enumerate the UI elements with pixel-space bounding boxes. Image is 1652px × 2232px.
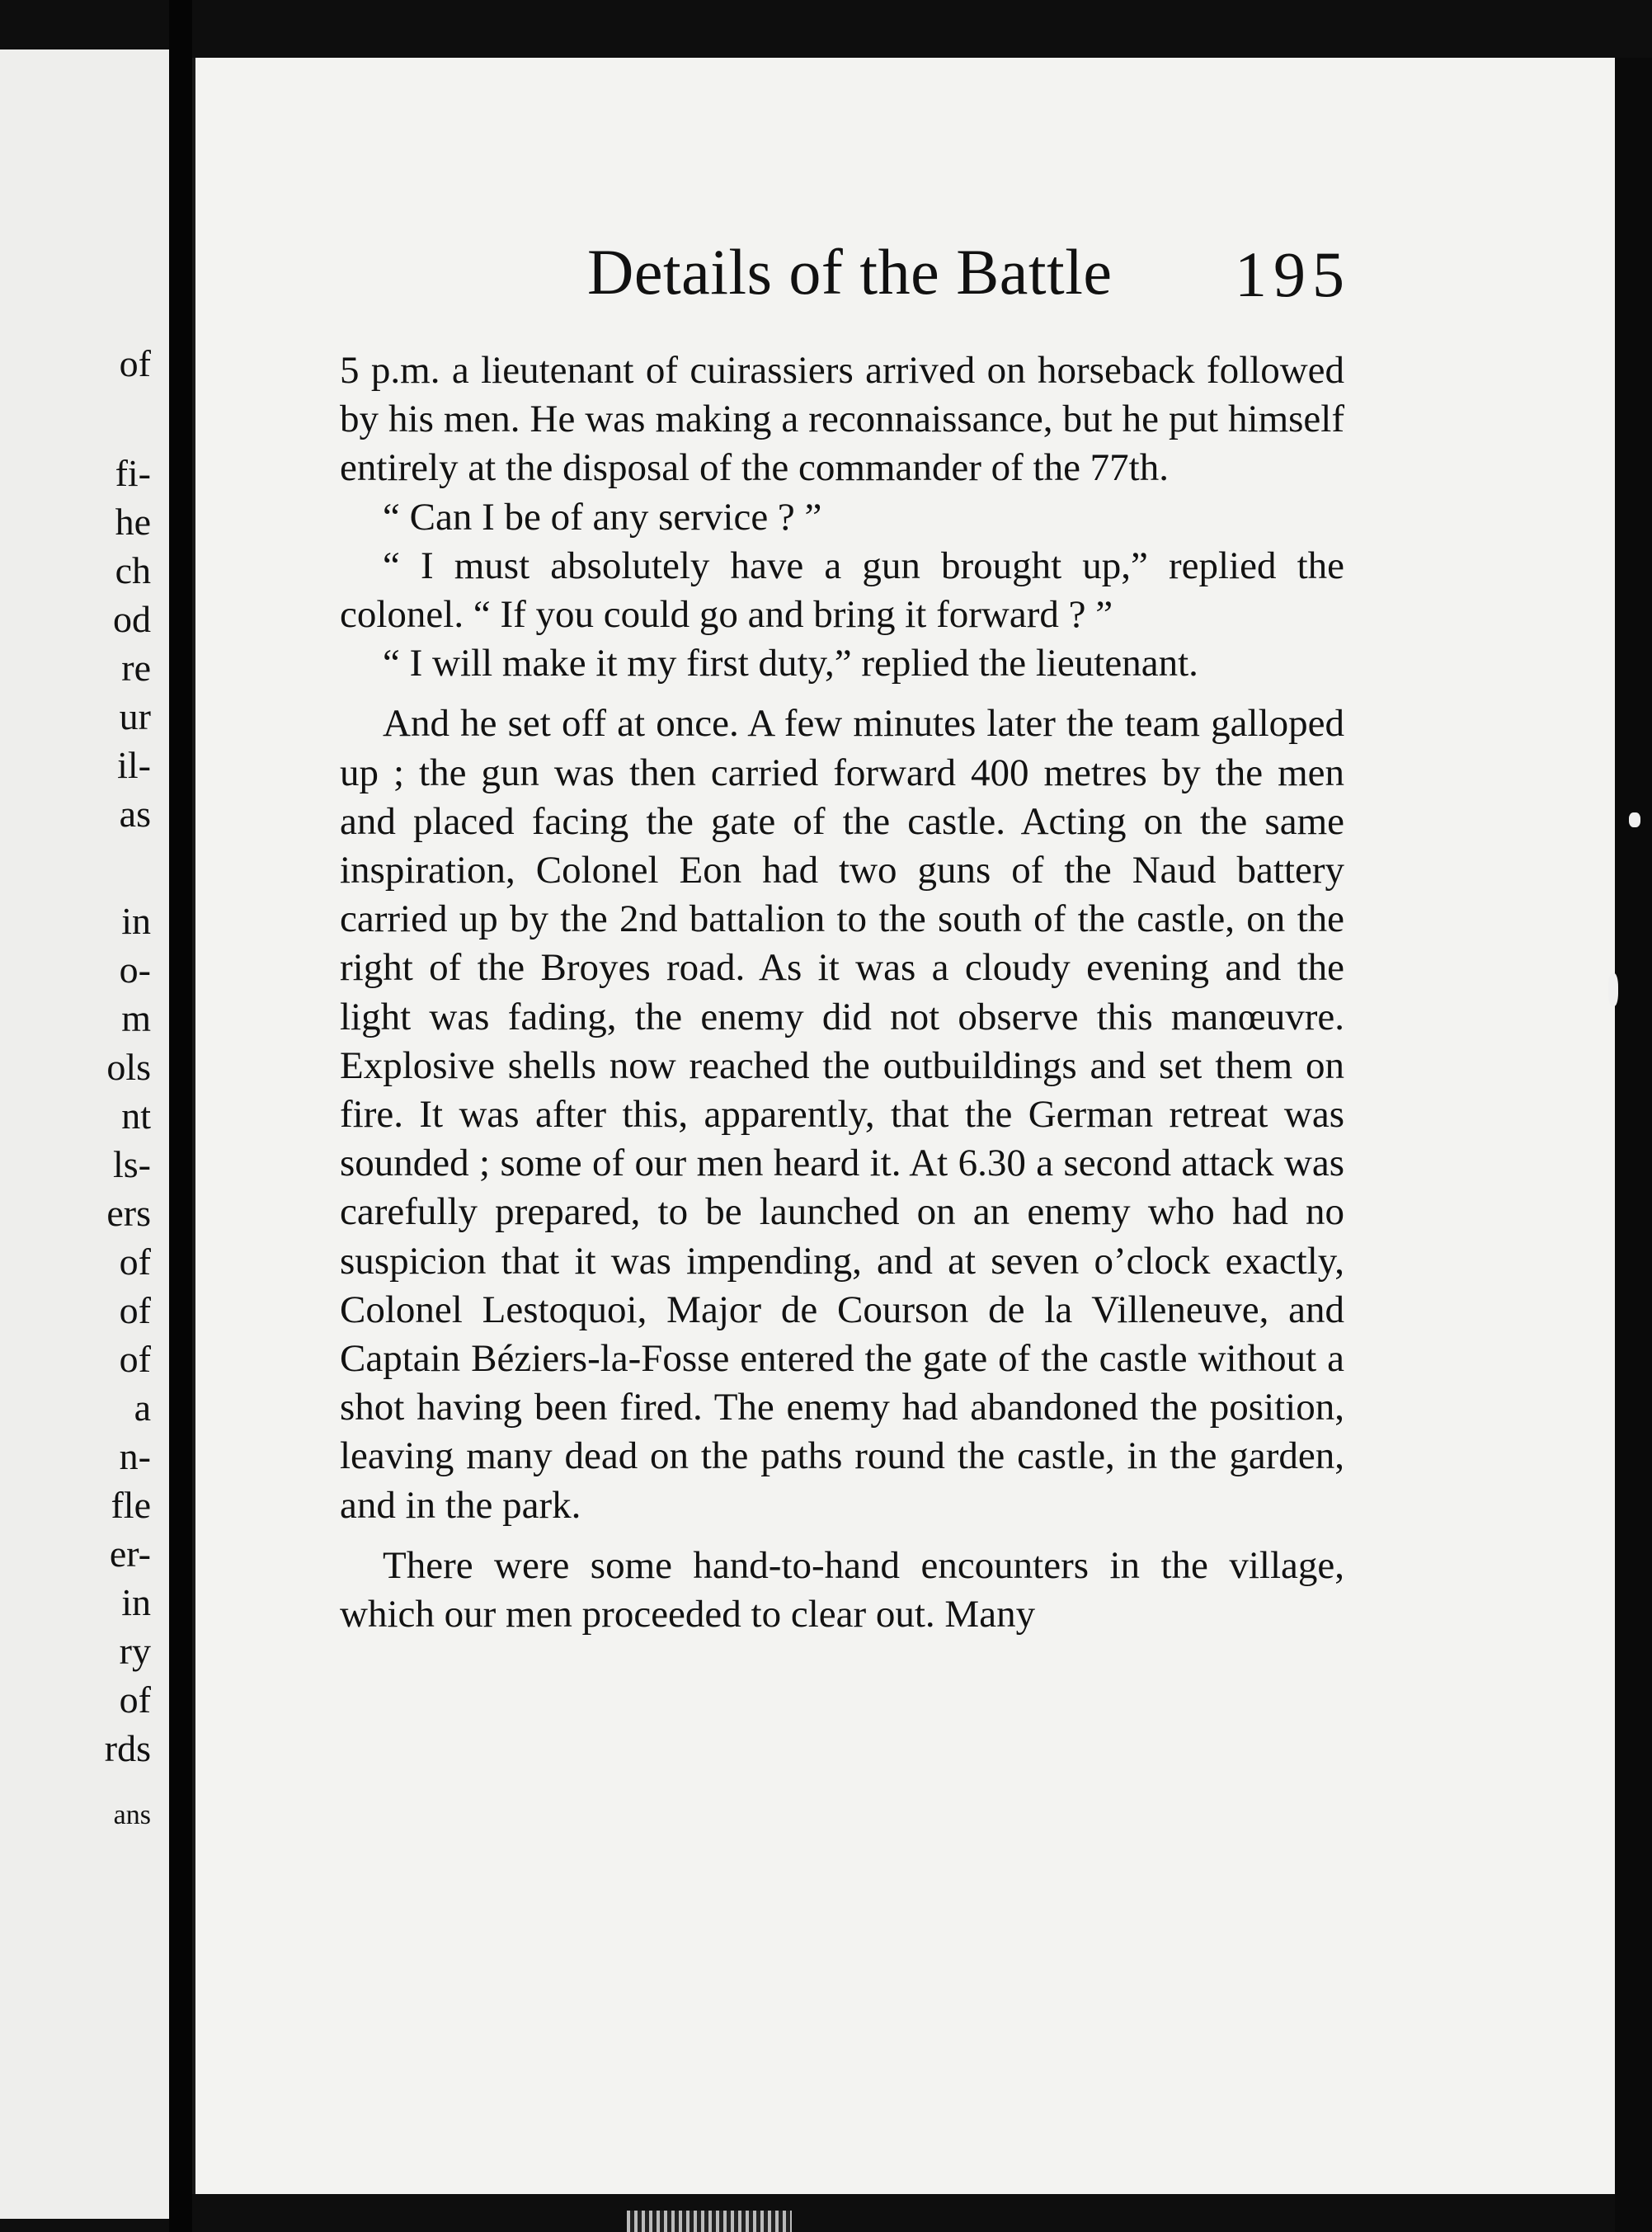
paragraph: And he set off at once. A few minutes later the team galloped up ; the gun was then carried forward 400 metres by the men and placed facing the gate of the castle. Acting on the same inspiration, Colonel Eon had two guns of the Naud battery carried up by the 2nd battalion to the south of the castle, on the right of the Broyes road. As it was a cloudy evening and the light was fading, the enemy did not observe this manœuvre. Explosive shells now reached the outbuildings and set them on fire. It was after this, apparently, that the German retreat was sounded ; some of our men heard it. At 6.30 a second attack was carefully prepared, to be launched on an enemy who had no suspicion that it was impending, and at seven o’clock exactly, Colonel Lestoquoi, Major de Courson de la Villeneuve, and Captain Béziers-la-Fosse entered the gate of the castle without a shot having been fired. The enemy had abandoned the position, leaving many dead on the paths round the castle, in the garden, and in the park. [340,702,1344,1527]
paragraph: 5 p.m. a lieutenant of cuirassiers arrived on horseback followed by his men. He was making a reconnaissance, but he put himself entirely at the disposal of the commander of the 77th. [340,349,1344,490]
book-page [192,58,1618,2194]
facing-page-fragment: in [121,900,151,942]
facing-page-fragment: m [121,997,151,1039]
paragraph: There were some hand-to-hand encounters in the village, which our men proceeded to clear out. Many [340,1543,1344,1636]
facing-page-fragment: fi- [115,452,151,494]
paragraph: “ Can I be of any service ? ” [383,495,822,539]
facing-page-fragment: of [119,342,151,384]
running-head: Details of the Battle [587,236,1113,308]
facing-page-fragment: fle [111,1484,151,1526]
facing-page-fragment: in [121,1581,151,1623]
facing-page-fragment: ry [119,1630,151,1672]
page-edge [1615,58,1652,2232]
facing-page-fragment: ans [113,1800,151,1830]
facing-page-fragment: re [121,647,151,689]
facing-page-fragment: of [119,1241,151,1283]
scan-artifact [627,2211,792,2232]
facing-page-fragment: nt [121,1095,151,1137]
facing-page-fragment: of [119,1338,151,1380]
facing-page-fragment: of [119,1679,151,1721]
facing-page-fragment: n- [119,1435,151,1477]
facing-page-fragment: ols [106,1046,151,1088]
facing-page-fragment: er- [109,1533,151,1575]
facing-page-fragment: rds [104,1727,151,1769]
facing-page-fragment: od [113,598,151,640]
facing-page-fragment: of [119,1289,151,1331]
facing-page-fragment: he [115,501,151,543]
page-number: 195 [1235,238,1351,310]
facing-page-fragment: a [134,1387,151,1429]
facing-page-fragment: as [119,793,151,835]
facing-page-fragment: il- [117,744,151,786]
facing-page-fragment: ers [106,1192,151,1234]
paragraph: “ I must absolutely have a gun brought up,” replied the colonel. “ If you could go and bring it forward ? ” [340,544,1344,637]
book-gutter [169,0,192,2232]
paragraph: “ I will make it my first duty,” replied the lieutenant. [383,642,1198,685]
scan-speck [1608,973,1618,1006]
body-text [340,346,1344,1639]
facing-page [0,49,169,2219]
facing-page-fragment: ls- [113,1143,151,1185]
scan-speck [1629,812,1640,827]
facing-page-fragment: ur [119,695,151,737]
facing-page-fragment: o- [119,949,151,991]
facing-page-fragment: ch [115,549,151,591]
